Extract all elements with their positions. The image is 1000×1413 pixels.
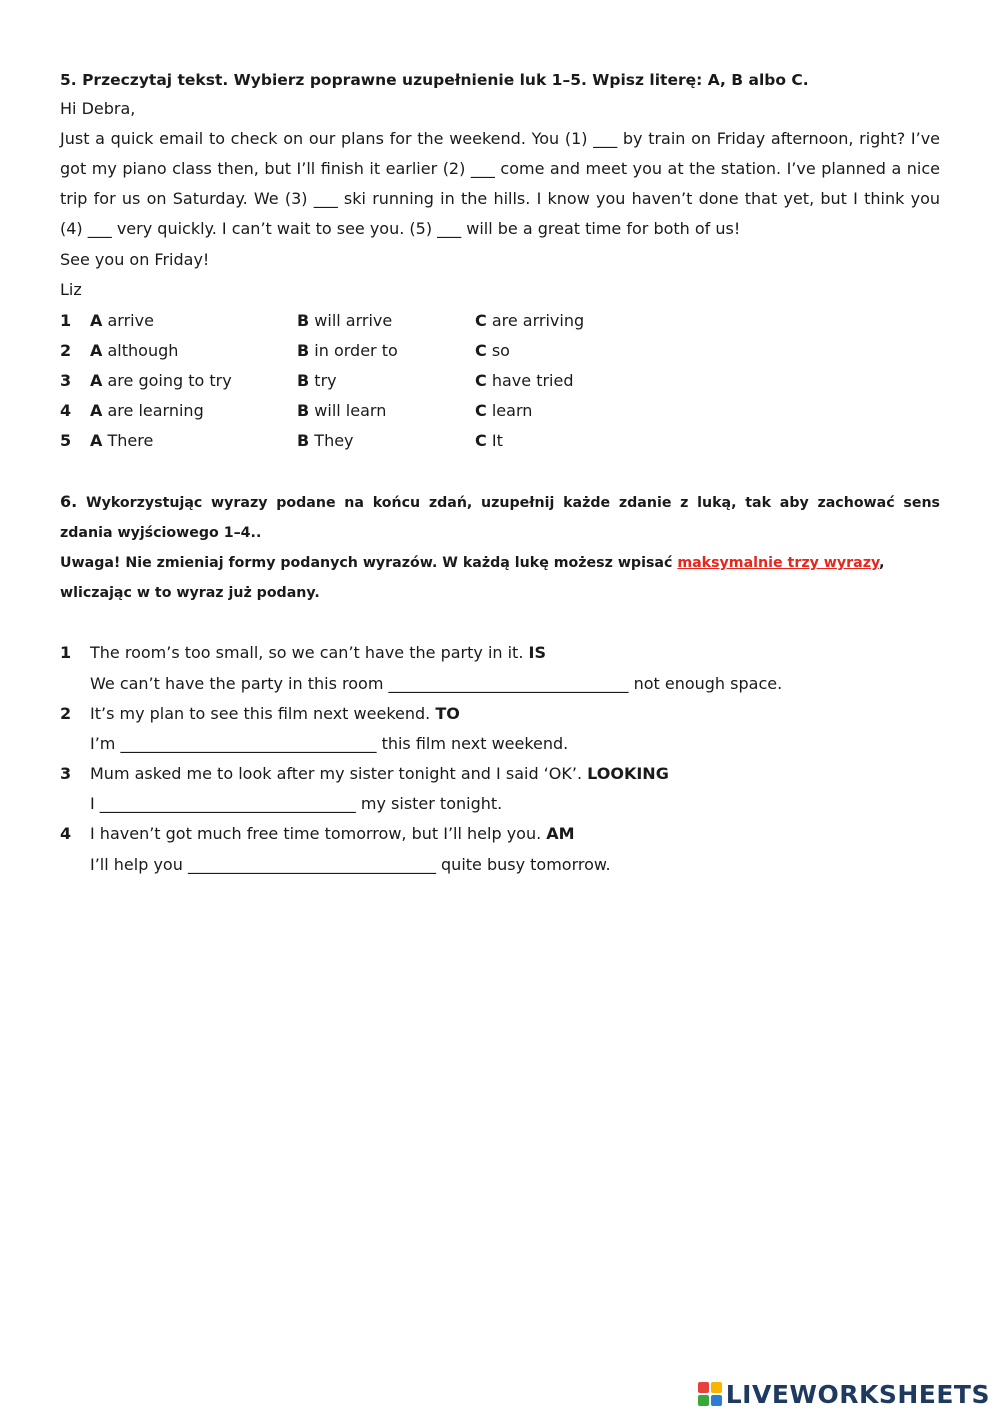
option-c: C It: [475, 431, 503, 450]
option-a: A although: [90, 341, 179, 360]
item-rewrite: I ________________________________ my sister tonight.: [90, 794, 503, 813]
item-keyword: TO: [435, 704, 460, 723]
option-a: A are going to try: [90, 371, 232, 390]
item-number: 2: [60, 704, 72, 723]
option-row: [60, 340, 940, 362]
email-body: Just a quick email to check on our plans for the weekend. You (1) ___ by train on Friday afternoon, right? I’ve got my piano class then, but I’ll finish it earlier (2) ___ come and meet you at the station. I’ve planned a nice trip for us on Saturday. We (3) ___ ski running in the hills. I know you haven’t done that yet, but I think you (4) ___ very quickly. I can’t wait to see you. (5) ___ will be a great time for both of us!: [60, 129, 940, 238]
option-a: A arrive: [90, 311, 154, 330]
email-signature: Liz: [60, 280, 82, 299]
item-keyword: LOOKING: [587, 764, 669, 783]
logo-blocks-icon: [698, 1382, 722, 1406]
item-number: 3: [60, 764, 72, 783]
logo-block: [698, 1382, 709, 1393]
item-sentence: It’s my plan to see this film next weekend. TO: [90, 704, 460, 723]
item-rewrite: We can’t have the party in this room ______________________________ not enough space.: [90, 674, 783, 693]
email-greeting: Hi Debra,: [60, 99, 136, 118]
logo-block: [711, 1395, 722, 1406]
logo-block: [698, 1395, 709, 1406]
option-number: 4: [60, 401, 72, 420]
option-row: [60, 400, 940, 422]
task6-number: 6.: [60, 492, 78, 511]
option-b: B They: [297, 431, 354, 450]
option-c: C learn: [475, 401, 533, 420]
item-sentence: I haven’t got much free time tomorrow, but I’ll help you. AM: [90, 824, 575, 843]
item-number: 1: [60, 643, 72, 662]
option-b: B will learn: [297, 401, 387, 420]
email-closing: See you on Friday!: [60, 250, 210, 269]
logo-block: [711, 1382, 722, 1393]
option-number: 2: [60, 341, 72, 360]
option-b: B will arrive: [297, 311, 393, 330]
liveworksheets-logo: [698, 1381, 990, 1407]
item-rewrite: I’m ________________________________ this film next weekend.: [90, 734, 569, 753]
item-keyword: IS: [528, 643, 546, 662]
option-number: 3: [60, 371, 72, 390]
item-number: 4: [60, 824, 72, 843]
option-c: C have tried: [475, 371, 574, 390]
option-b: B in order to: [297, 341, 398, 360]
option-b: B try: [297, 371, 337, 390]
item-sentence: The room’s too small, so we can’t have the party in it. IS: [90, 643, 546, 662]
option-c: C so: [475, 341, 510, 360]
item-keyword: AM: [546, 824, 575, 843]
option-number: 1: [60, 311, 72, 330]
option-row: [60, 310, 940, 332]
option-a: A There: [90, 431, 154, 450]
task6-instruction: 6. Wykorzystując wyrazy podane na końcu zdań, uzupełnij każde zdanie z luką, tak aby zachować sens zdania wyjściowego 1–4..: [60, 492, 940, 541]
task5-heading: 5. Przeczytaj tekst. Wybierz poprawne uzupełnienie luk 1–5. Wpisz literę: A, B albo C.: [60, 71, 809, 89]
word-limit-highlight: maksymalnie trzy wyrazy: [677, 555, 880, 571]
option-row: [60, 370, 940, 392]
task6-note: Uwaga! Nie zmieniaj formy podanych wyrazów. W każdą lukę możesz wpisać maksymalnie trzy wyrazy, wliczając w to wyraz już podany.: [60, 555, 885, 601]
option-a: A are learning: [90, 401, 204, 420]
item-sentence: Mum asked me to look after my sister tonight and I said ‘OK’. LOOKING: [90, 764, 669, 783]
option-c: C are arriving: [475, 311, 585, 330]
option-number: 5: [60, 431, 72, 450]
option-row: [60, 430, 940, 452]
logo-text: LIVEWORKSHEETS: [725, 1379, 990, 1409]
item-rewrite: I’ll help you _______________________________ quite busy tomorrow.: [90, 855, 611, 874]
